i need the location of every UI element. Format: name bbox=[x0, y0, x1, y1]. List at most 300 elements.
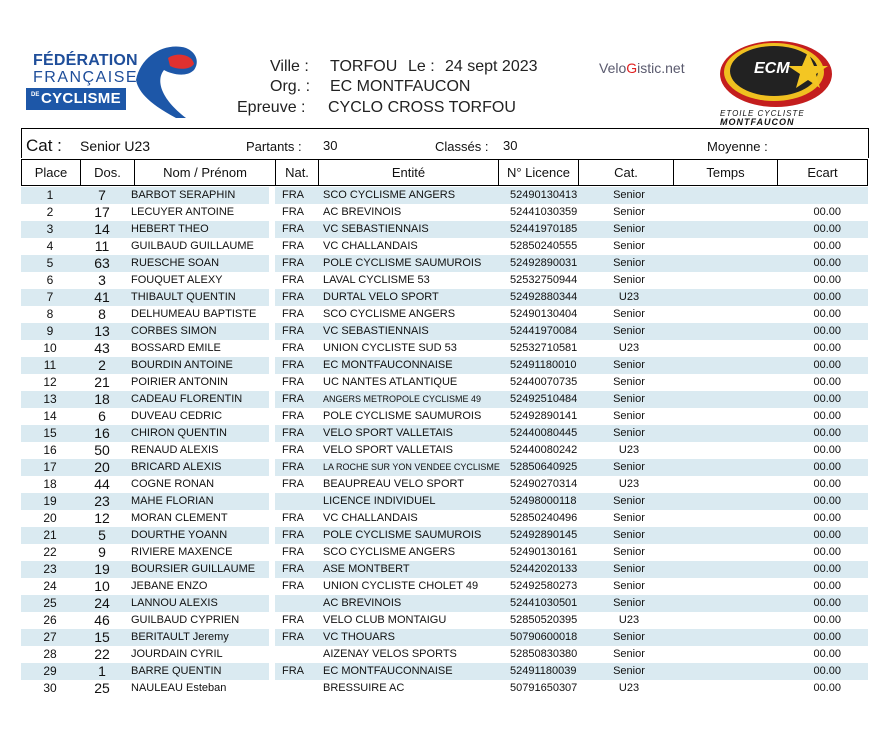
licence-cell: 52490130413 bbox=[510, 189, 578, 201]
gap-cell: 00.00 bbox=[813, 580, 841, 592]
team-cell: VELO CLUB MONTAIGU bbox=[323, 614, 447, 626]
col-header-nat: Nat. bbox=[275, 160, 318, 185]
team-cell: LA ROCHE SUR YON VENDEE CYCLISME bbox=[323, 462, 500, 472]
category-cell: Senior bbox=[613, 393, 645, 405]
licence-cell: 52490270314 bbox=[510, 478, 578, 490]
team-cell: UNION CYCLISTE CHOLET 49 bbox=[323, 580, 479, 592]
gap-cell: 00.00 bbox=[813, 563, 841, 575]
team-cell: VC SEBASTIENNAIS bbox=[323, 325, 429, 337]
col-header-name: Nom / Prénom bbox=[134, 160, 275, 185]
nationality-cell: FRA bbox=[282, 580, 304, 592]
gap-cell: 00.00 bbox=[813, 444, 841, 456]
gap-cell: 00.00 bbox=[813, 376, 841, 388]
rider-name-cell: BARBOT SERAPHIN bbox=[131, 189, 236, 201]
table-row bbox=[21, 612, 868, 629]
licence-cell: 52850640925 bbox=[510, 461, 578, 473]
licence-cell: 50790600018 bbox=[510, 631, 578, 643]
nationality-cell: FRA bbox=[282, 308, 304, 320]
place-cell: 15 bbox=[43, 426, 57, 440]
team-cell: POLE CYCLISME SAUMUROIS bbox=[323, 410, 482, 422]
cat-label: Cat : bbox=[26, 136, 62, 155]
club-logo bbox=[716, 38, 840, 128]
category-cell: Senior bbox=[613, 427, 645, 439]
nationality-cell: FRA bbox=[282, 631, 304, 643]
licence-cell: 52440080445 bbox=[510, 427, 578, 439]
team-cell: LAVAL CYCLISME 53 bbox=[323, 274, 430, 286]
category-cell: Senior bbox=[613, 631, 645, 643]
licence-cell: 52441970084 bbox=[510, 325, 578, 337]
licence-cell: 52850830380 bbox=[510, 648, 578, 660]
team-cell: BRESSUIRE AC bbox=[323, 682, 405, 694]
team-cell: VC SEBASTIENNAIS bbox=[323, 223, 429, 235]
table-row bbox=[21, 493, 868, 510]
licence-cell: 52492890145 bbox=[510, 529, 578, 541]
table-row bbox=[21, 561, 868, 578]
dossard-cell: 2 bbox=[98, 357, 106, 373]
category-cell: U23 bbox=[618, 444, 640, 456]
results-table-body bbox=[21, 187, 868, 697]
rider-name-cell: FOUQUET ALEXY bbox=[131, 274, 223, 286]
team-cell: VC CHALLANDAIS bbox=[323, 512, 418, 524]
rider-name-cell: RENAUD ALEXIS bbox=[131, 444, 219, 456]
date-label: Le : bbox=[408, 58, 435, 75]
dossard-cell: 21 bbox=[94, 374, 110, 390]
category-cell: Senior bbox=[613, 274, 645, 286]
table-row bbox=[21, 476, 868, 493]
category-cell: Senior bbox=[613, 495, 645, 507]
place-cell: 27 bbox=[43, 630, 57, 644]
nationality-cell: FRA bbox=[282, 189, 304, 201]
table-row bbox=[21, 646, 868, 663]
org-value: EC MONTFAUCON bbox=[330, 78, 471, 95]
licence-cell: 52850520395 bbox=[510, 614, 578, 626]
nationality-cell: FRA bbox=[282, 393, 304, 405]
table-row bbox=[21, 442, 868, 459]
rider-name-cell: RUESCHE SOAN bbox=[131, 257, 220, 269]
club-logo-line1: ETOILE CYCLISTE bbox=[720, 109, 805, 118]
dossard-cell: 50 bbox=[94, 442, 110, 458]
table-row bbox=[21, 527, 868, 544]
gap-cell: 00.00 bbox=[813, 648, 841, 660]
licence-cell: 52492510484 bbox=[510, 393, 578, 405]
table-row bbox=[21, 391, 868, 408]
team-cell: SCO CYCLISME ANGERS bbox=[323, 189, 456, 201]
rider-name-cell: DELHUMEAU BAPTISTE bbox=[131, 308, 257, 320]
team-cell: LICENCE INDIVIDUEL bbox=[323, 495, 436, 507]
place-cell: 20 bbox=[43, 511, 57, 525]
team-cell: VELO SPORT VALLETAIS bbox=[323, 444, 454, 456]
nationality-cell: FRA bbox=[282, 325, 304, 337]
gap-cell: 00.00 bbox=[813, 325, 841, 337]
rider-name-cell: POIRIER ANTONIN bbox=[131, 376, 228, 388]
table-row bbox=[21, 680, 868, 697]
category-cell: Senior bbox=[613, 359, 645, 371]
dossard-cell: 15 bbox=[94, 629, 110, 645]
federation-logo-line3: CYCLISME bbox=[41, 90, 121, 107]
nationality-cell: FRA bbox=[282, 223, 304, 235]
place-cell: 7 bbox=[46, 290, 54, 304]
category-cell: Senior bbox=[613, 597, 645, 609]
table-row bbox=[21, 459, 868, 476]
dossard-cell: 22 bbox=[94, 646, 110, 662]
rider-name-cell: GUILBAUD GUILLAUME bbox=[131, 240, 254, 252]
nationality-cell: FRA bbox=[282, 563, 304, 575]
table-row bbox=[21, 408, 868, 425]
dossard-cell: 46 bbox=[94, 612, 110, 628]
gap-cell: 00.00 bbox=[813, 495, 841, 507]
place-cell: 24 bbox=[43, 579, 57, 593]
ville-label: Ville : bbox=[270, 58, 309, 75]
licence-cell: 52498000118 bbox=[510, 495, 577, 507]
place-cell: 18 bbox=[43, 477, 57, 491]
table-row bbox=[21, 578, 868, 595]
category-cell: U23 bbox=[618, 682, 640, 694]
rider-name-cell: BRICARD ALEXIS bbox=[131, 461, 222, 473]
rider-name-cell: HEBERT THEO bbox=[131, 223, 209, 235]
nationality-cell: FRA bbox=[282, 359, 304, 371]
category-cell: Senior bbox=[613, 376, 645, 388]
place-cell: 21 bbox=[43, 528, 57, 542]
gap-cell: 00.00 bbox=[813, 393, 841, 405]
dossard-cell: 9 bbox=[98, 544, 106, 560]
place-cell: 29 bbox=[43, 664, 57, 678]
federation-logo-line2: FRANÇAISE bbox=[33, 69, 139, 86]
gap-cell: 00.00 bbox=[813, 682, 841, 694]
category-cell: Senior bbox=[613, 580, 645, 592]
licence-cell: 52492890141 bbox=[510, 410, 578, 422]
col-header-cat: Cat. bbox=[578, 160, 673, 185]
table-row bbox=[21, 238, 868, 255]
category-cell: U23 bbox=[618, 342, 640, 354]
rider-name-cell: BOURDIN ANTOINE bbox=[131, 359, 233, 371]
gap-cell: 00.00 bbox=[813, 546, 841, 558]
place-cell: 4 bbox=[46, 239, 54, 253]
table-row bbox=[21, 340, 868, 357]
partants-value: 30 bbox=[323, 138, 338, 153]
gap-cell: 00.00 bbox=[813, 308, 841, 320]
licence-cell: 52492880344 bbox=[510, 291, 578, 303]
category-cell: Senior bbox=[613, 308, 645, 320]
dossard-cell: 20 bbox=[94, 459, 110, 475]
dossard-cell: 3 bbox=[98, 272, 106, 288]
dossard-cell: 13 bbox=[94, 323, 110, 339]
ville-value: TORFOU bbox=[330, 58, 398, 75]
rider-name-cell: DOURTHE YOANN bbox=[131, 529, 228, 541]
place-cell: 26 bbox=[43, 613, 57, 627]
rider-name-cell: LECUYER ANTOINE bbox=[131, 206, 235, 218]
category-cell: Senior bbox=[613, 206, 645, 218]
nationality-cell: FRA bbox=[282, 257, 304, 269]
club-logo-monogram: ECM bbox=[754, 60, 790, 77]
team-cell: EC MONTFAUCONNAISE bbox=[323, 359, 453, 371]
category-cell: Senior bbox=[613, 257, 645, 269]
nationality-cell: FRA bbox=[282, 614, 304, 626]
partants-label: Partants : bbox=[246, 139, 302, 154]
epreuve-label: Epreuve : bbox=[237, 99, 306, 116]
gap-cell: 00.00 bbox=[813, 614, 841, 626]
licence-cell: 50791650307 bbox=[510, 682, 578, 694]
brand-part3: istic.net bbox=[637, 60, 685, 76]
table-row bbox=[21, 595, 868, 612]
category-cell: Senior bbox=[613, 223, 645, 235]
club-logo-line2: MONTFAUCON bbox=[720, 117, 795, 127]
gap-cell: 00.00 bbox=[813, 597, 841, 609]
gap-cell: 00.00 bbox=[813, 631, 841, 643]
place-cell: 2 bbox=[46, 205, 54, 219]
licence-cell: 52441030359 bbox=[510, 206, 578, 218]
place-cell: 6 bbox=[46, 273, 54, 287]
place-cell: 12 bbox=[43, 375, 57, 389]
licence-cell: 52492580273 bbox=[510, 580, 578, 592]
table-row bbox=[21, 272, 868, 289]
col-header-temps: Temps bbox=[673, 160, 777, 185]
nationality-cell: FRA bbox=[282, 427, 304, 439]
table-row bbox=[21, 289, 868, 306]
gap-cell: 00.00 bbox=[813, 529, 841, 541]
velogistic-brand bbox=[599, 60, 685, 76]
category-cell: Senior bbox=[613, 546, 645, 558]
licence-cell: 52492890031 bbox=[510, 257, 578, 269]
nationality-cell: FRA bbox=[282, 410, 304, 422]
dossard-cell: 1 bbox=[98, 663, 106, 679]
category-cell: Senior bbox=[613, 512, 645, 524]
gap-cell: 00.00 bbox=[813, 461, 841, 473]
licence-cell: 52442020133 bbox=[510, 563, 578, 575]
team-cell: SCO CYCLISME ANGERS bbox=[323, 308, 456, 320]
team-cell: AC BREVINOIS bbox=[323, 597, 402, 609]
place-cell: 22 bbox=[43, 545, 57, 559]
brand-part2: G bbox=[626, 60, 638, 76]
table-row bbox=[21, 510, 868, 527]
dossard-cell: 7 bbox=[98, 187, 106, 203]
table-row bbox=[21, 255, 868, 272]
category-cell: Senior bbox=[613, 240, 645, 252]
team-cell: SCO CYCLISME ANGERS bbox=[323, 546, 456, 558]
classes-label: Classés : bbox=[435, 139, 489, 154]
org-label: Org. : bbox=[270, 78, 311, 95]
epreuve-value: CYCLO CROSS TORFOU bbox=[328, 99, 516, 116]
category-cell: Senior bbox=[613, 189, 645, 201]
dossard-cell: 16 bbox=[94, 425, 110, 441]
rider-name-cell: BERITAULT Jeremy bbox=[131, 631, 229, 643]
rider-name-cell: RIVIERE MAXENCE bbox=[131, 546, 233, 558]
team-cell: UNION CYCLISTE SUD 53 bbox=[323, 342, 457, 354]
table-row bbox=[21, 306, 868, 323]
place-cell: 13 bbox=[43, 392, 57, 406]
col-header-place: Place bbox=[21, 160, 80, 185]
dossard-cell: 11 bbox=[94, 238, 110, 254]
gap-cell: 00.00 bbox=[813, 665, 841, 677]
rider-name-cell: COGNE RONAN bbox=[131, 478, 215, 490]
category-cell: Senior bbox=[613, 665, 645, 677]
licence-cell: 52441970185 bbox=[510, 223, 578, 235]
nationality-cell: FRA bbox=[282, 478, 304, 490]
gap-cell: 00.00 bbox=[813, 427, 841, 439]
place-cell: 8 bbox=[46, 307, 54, 321]
dossard-cell: 44 bbox=[94, 476, 110, 492]
gap-cell: 00.00 bbox=[813, 257, 841, 269]
category-cell: Senior bbox=[613, 461, 645, 473]
dossard-cell: 17 bbox=[94, 204, 110, 220]
dossard-cell: 63 bbox=[94, 255, 110, 271]
team-cell: ANGERS METROPOLE CYCLISME 49 bbox=[323, 394, 482, 404]
rider-name-cell: CHIRON QUENTIN bbox=[131, 427, 227, 439]
dossard-cell: 23 bbox=[94, 493, 110, 509]
gap-cell: 00.00 bbox=[813, 240, 841, 252]
rider-name-cell: NAULEAU Esteban bbox=[131, 682, 227, 694]
table-row bbox=[21, 323, 868, 340]
licence-cell: 52532750944 bbox=[510, 274, 578, 286]
team-cell: ASE MONTBERT bbox=[323, 563, 410, 575]
rider-name-cell: LANNOU ALEXIS bbox=[131, 597, 218, 609]
team-cell: BEAUPREAU VELO SPORT bbox=[323, 478, 465, 490]
place-cell: 28 bbox=[43, 647, 57, 661]
team-cell: AC BREVINOIS bbox=[323, 206, 402, 218]
rider-name-cell: JOURDAIN CYRIL bbox=[131, 648, 223, 660]
place-cell: 1 bbox=[46, 188, 54, 202]
table-row bbox=[21, 425, 868, 442]
rider-name-cell: JEBANE ENZO bbox=[131, 580, 208, 592]
dossard-cell: 41 bbox=[94, 289, 110, 305]
federation-logo-line1: FÉDÉRATION bbox=[33, 52, 138, 69]
col-header-licence: N° Licence bbox=[498, 160, 578, 185]
rider-name-cell: GUILBAUD CYPRIEN bbox=[131, 614, 240, 626]
licence-cell: 52532710581 bbox=[510, 342, 578, 354]
dossard-cell: 6 bbox=[98, 408, 106, 424]
dossard-cell: 19 bbox=[94, 561, 110, 577]
team-cell: POLE CYCLISME SAUMUROIS bbox=[323, 529, 482, 541]
rider-name-cell: BARRE QUENTIN bbox=[131, 665, 222, 677]
dossard-cell: 10 bbox=[94, 578, 110, 594]
place-cell: 19 bbox=[43, 494, 57, 508]
licence-cell: 52440070735 bbox=[510, 376, 578, 388]
gap-cell: 00.00 bbox=[813, 410, 841, 422]
table-row bbox=[21, 629, 868, 646]
date-value: 24 sept 2023 bbox=[445, 58, 538, 75]
team-cell: AIZENAY VELOS SPORTS bbox=[323, 648, 457, 660]
nationality-cell: FRA bbox=[282, 461, 304, 473]
nationality-cell: FRA bbox=[282, 342, 304, 354]
category-cell: Senior bbox=[613, 648, 645, 660]
table-row bbox=[21, 544, 868, 561]
moyenne-label: Moyenne : bbox=[707, 139, 768, 154]
licence-cell: 52850240555 bbox=[510, 240, 578, 252]
table-row bbox=[21, 663, 868, 680]
category-cell: U23 bbox=[618, 614, 640, 626]
gap-cell: 00.00 bbox=[813, 478, 841, 490]
nationality-cell: FRA bbox=[282, 546, 304, 558]
rider-name-cell: MORAN CLEMENT bbox=[131, 512, 228, 524]
brand-part1: Velo bbox=[599, 60, 627, 76]
nationality-cell: FRA bbox=[282, 376, 304, 388]
dossard-cell: 18 bbox=[94, 391, 110, 407]
place-cell: 25 bbox=[43, 596, 57, 610]
team-cell: UC NANTES ATLANTIQUE bbox=[323, 376, 458, 388]
gap-cell: 00.00 bbox=[813, 206, 841, 218]
place-cell: 17 bbox=[43, 460, 57, 474]
col-header-entite: Entité bbox=[318, 160, 498, 185]
nationality-cell: FRA bbox=[282, 291, 304, 303]
col-header-dos: Dos. bbox=[80, 160, 134, 185]
column-header-row bbox=[21, 159, 868, 186]
classes-value: 30 bbox=[503, 138, 518, 153]
place-cell: 11 bbox=[43, 358, 57, 372]
place-cell: 3 bbox=[46, 222, 54, 236]
category-cell: Senior bbox=[613, 563, 645, 575]
table-row bbox=[21, 221, 868, 238]
nationality-cell: FRA bbox=[282, 274, 304, 286]
nationality-cell: FRA bbox=[282, 665, 304, 677]
category-cell: Senior bbox=[613, 325, 645, 337]
dossard-cell: 43 bbox=[94, 340, 110, 356]
place-cell: 14 bbox=[43, 409, 57, 423]
place-cell: 16 bbox=[43, 443, 57, 457]
rider-name-cell: CADEAU FLORENTIN bbox=[131, 393, 243, 405]
licence-cell: 52490130161 bbox=[510, 546, 578, 558]
licence-cell: 52490130404 bbox=[510, 308, 578, 320]
gap-cell: 00.00 bbox=[813, 274, 841, 286]
licence-cell: 52850240496 bbox=[510, 512, 578, 524]
place-cell: 10 bbox=[43, 341, 57, 355]
table-row bbox=[21, 357, 868, 374]
team-cell: VC CHALLANDAIS bbox=[323, 240, 418, 252]
licence-cell: 52440080242 bbox=[510, 444, 578, 456]
gap-cell: 00.00 bbox=[813, 291, 841, 303]
rider-name-cell: MAHE FLORIAN bbox=[131, 495, 214, 507]
gap-cell: 00.00 bbox=[813, 512, 841, 524]
licence-cell: 52491180039 bbox=[510, 665, 577, 677]
team-cell: DURTAL VELO SPORT bbox=[323, 291, 439, 303]
table-row bbox=[21, 187, 868, 204]
nationality-cell: FRA bbox=[282, 529, 304, 541]
place-cell: 23 bbox=[43, 562, 57, 576]
nationality-cell: FRA bbox=[282, 206, 304, 218]
dossard-cell: 14 bbox=[94, 221, 110, 237]
dossard-cell: 25 bbox=[94, 680, 110, 696]
row-stripe-gap bbox=[269, 493, 275, 510]
table-row bbox=[21, 374, 868, 391]
nationality-cell: FRA bbox=[282, 512, 304, 524]
team-cell: VC THOUARS bbox=[323, 631, 395, 643]
place-cell: 9 bbox=[46, 324, 54, 338]
nationality-cell: FRA bbox=[282, 240, 304, 252]
rider-name-cell: DUVEAU CEDRIC bbox=[131, 410, 223, 422]
team-cell: POLE CYCLISME SAUMUROIS bbox=[323, 257, 482, 269]
category-cell: Senior bbox=[613, 529, 645, 541]
rider-name-cell: CORBES SIMON bbox=[131, 325, 217, 337]
place-cell: 5 bbox=[46, 256, 54, 270]
gap-cell: 00.00 bbox=[813, 223, 841, 235]
team-cell: EC MONTFAUCONNAISE bbox=[323, 665, 453, 677]
nationality-cell: FRA bbox=[282, 444, 304, 456]
category-cell: Senior bbox=[613, 410, 645, 422]
dossard-cell: 5 bbox=[98, 527, 106, 543]
federation-logo-de: DE bbox=[31, 92, 40, 98]
licence-cell: 52491180010 bbox=[510, 359, 577, 371]
dossard-cell: 12 bbox=[94, 510, 110, 526]
table-row bbox=[21, 204, 868, 221]
licence-cell: 52441030501 bbox=[510, 597, 578, 609]
cat-value: Senior U23 bbox=[80, 138, 151, 154]
team-cell: VELO SPORT VALLETAIS bbox=[323, 427, 454, 439]
dossard-cell: 8 bbox=[98, 306, 106, 322]
rider-name-cell: BOURSIER GUILLAUME bbox=[131, 563, 256, 575]
rider-name-cell: THIBAULT QUENTIN bbox=[131, 291, 236, 303]
dossard-cell: 24 bbox=[94, 595, 110, 611]
rider-name-cell: BOSSARD EMILE bbox=[131, 342, 221, 354]
gap-cell: 00.00 bbox=[813, 359, 841, 371]
gap-cell: 00.00 bbox=[813, 342, 841, 354]
